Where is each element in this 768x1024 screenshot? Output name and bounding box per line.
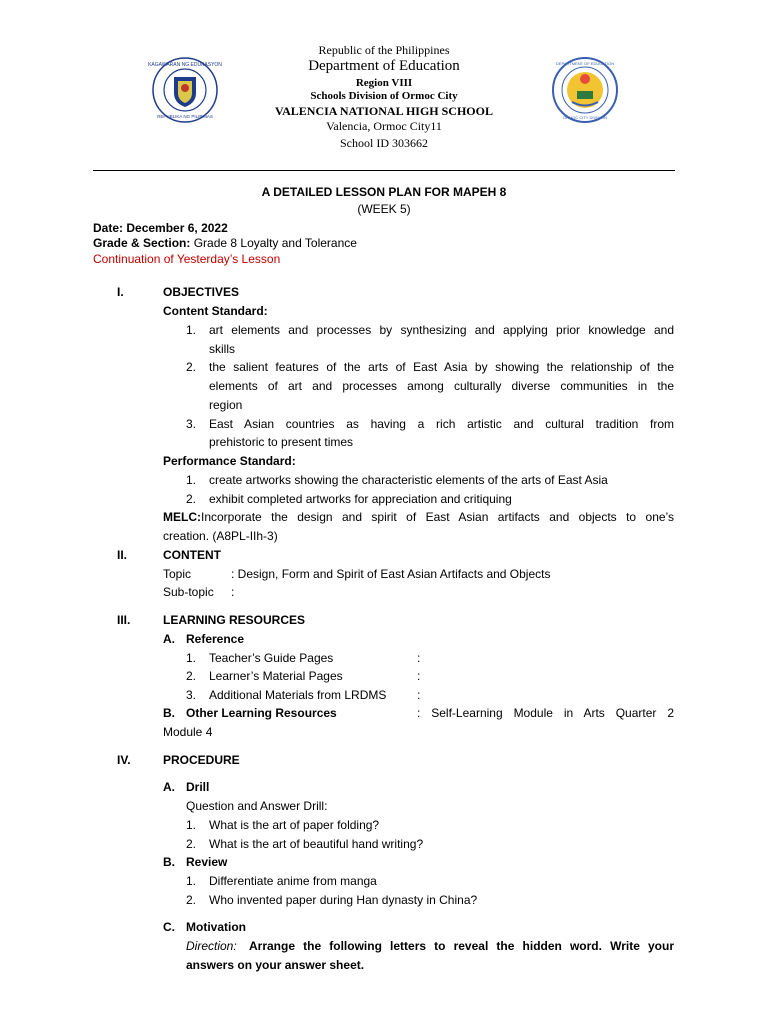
drill-subheading: Question and Answer Drill: (186, 799, 328, 813)
svg-text:DEPARTMENT OF EDUCATION: DEPARTMENT OF EDUCATION (555, 61, 615, 66)
header-divider (93, 170, 675, 171)
ref-1-num: 1. (186, 651, 197, 665)
section-num-procedure: IV. (117, 753, 131, 767)
other-resources-value-line2: Module 4 (163, 725, 213, 739)
ref-3-colon: : (417, 688, 421, 702)
section-num-content: II. (117, 548, 128, 562)
melc-line2: creation. (A8PL-IIh-3) (163, 529, 278, 543)
date-row (93, 221, 228, 236)
drill-1-text: What is the art of paper folding? (209, 818, 380, 832)
performance-standard-heading: Performance Standard: (163, 454, 296, 468)
review-heading: Review (186, 855, 228, 869)
review-2-text: Who invented paper during Han dynasty in China? (209, 893, 478, 907)
direction-line2: answers on your answer sheet. (186, 958, 365, 972)
cs-item-1-num: 1. (186, 323, 197, 337)
motivation-letter: C. (163, 920, 175, 934)
section-num-resources: III. (117, 613, 131, 627)
reference-heading: Reference (186, 632, 245, 646)
motivation-heading: Motivation (186, 920, 246, 934)
section-title-objectives: OBJECTIVES (163, 285, 240, 299)
other-resources-value: : Self-Learning Module in Arts Quarter 2 (417, 706, 674, 720)
ps-item-2-text: exhibit completed artworks for appreciation and critiquing (209, 492, 512, 506)
grade-row (93, 236, 357, 251)
review-letter: B. (163, 855, 175, 869)
plan-title: A DETAILED LESSON PLAN FOR MAPEH 8 (261, 185, 507, 199)
other-resources-letter: B. (163, 706, 175, 720)
cs-item-3-line1: East Asian countries as having a rich artistic and cultural tradition from (209, 417, 674, 431)
ps-item-2-num: 2. (186, 492, 197, 506)
plan-week: (WEEK 5) (357, 202, 411, 216)
section-title-resources: LEARNING RESOURCES (163, 613, 306, 627)
date-value: December 6, 2022 (126, 221, 228, 235)
cs-item-1-line1: art elements and processes by synthesizing and applying prior knowledge and (209, 323, 674, 337)
ref-3-label: Additional Materials from LRDMS (209, 688, 387, 702)
review-2-num: 2. (186, 893, 197, 907)
grade-value: Grade 8 Loyalty and Tolerance (193, 236, 357, 250)
cs-item-2-line2: elements of art and processes among culturally diverse communities in the (209, 379, 674, 393)
section-title-content: CONTENT (163, 548, 221, 562)
date-label: Date: (93, 221, 124, 235)
ref-3-num: 3. (186, 688, 197, 702)
ps-item-1-text: create artworks showing the characteristic elements of the arts of East Asia (209, 473, 608, 487)
drill-heading: Drill (186, 780, 210, 794)
drill-2-text: What is the art of beautiful hand writing? (209, 837, 424, 851)
svg-text:ORMOC CITY DIVISION: ORMOC CITY DIVISION (562, 115, 608, 120)
ref-2-colon: : (417, 669, 421, 683)
continuation-note: Continuation of Yesterday’s Lesson (93, 252, 281, 266)
cs-item-2-num: 2. (186, 360, 197, 374)
drill-2-num: 2. (186, 837, 197, 851)
svg-text:REPUBLIKA NG PILIPINAS: REPUBLIKA NG PILIPINAS (157, 114, 213, 119)
section-num-objectives: I. (117, 285, 124, 299)
direction-label: Direction: (186, 939, 237, 953)
review-1-num: 1. (186, 874, 197, 888)
reference-letter: A. (163, 632, 175, 646)
grade-label: Grade & Section: (93, 236, 191, 250)
ps-item-1-num: 1. (186, 473, 197, 487)
topic-label: Topic (163, 567, 192, 581)
department-line: Department of Education (308, 58, 460, 74)
subtopic-value: : (231, 585, 235, 599)
drill-letter: A. (163, 780, 175, 794)
ref-2-label: Learner’s Material Pages (209, 669, 343, 683)
content-standard-heading: Content Standard: (163, 304, 268, 318)
cs-item-3-line2: prehistoric to present times (209, 435, 354, 449)
division-line: Schools Division of Ormoc City (310, 90, 458, 102)
melc-label: MELC: (163, 510, 201, 524)
other-resources-heading: Other Learning Resources (186, 706, 337, 720)
drill-1-num: 1. (186, 818, 197, 832)
direction-line1: Arrange the following letters to reveal the hidden word. Write your (249, 939, 674, 953)
subtopic-label: Sub-topic (163, 585, 214, 599)
svg-text:KAGAWARAN NG EDUKASYON: KAGAWARAN NG EDUKASYON (148, 62, 222, 68)
cs-item-2-line1: the salient features of the arts of East Asia by showing the relationship of the (209, 360, 674, 374)
cs-item-1-line2: skills (209, 342, 235, 356)
school-address: Valencia, Ormoc City11 (326, 119, 442, 133)
review-1-text: Differentiate anime from manga (209, 874, 377, 888)
school-id: School ID 303662 (340, 136, 428, 150)
topic-value: : Design, Form and Spirit of East Asian Artifacts and Objects (231, 567, 551, 581)
cs-item-3-num: 3. (186, 417, 197, 431)
region-line: Region VIII (355, 77, 413, 89)
school-name: VALENCIA NATIONAL HIGH SCHOOL (275, 104, 493, 118)
republic-line: Republic of the Philippines (318, 43, 450, 57)
section-title-procedure: PROCEDURE (163, 753, 240, 767)
melc-line1: Incorporate the design and spirit of East Asian artifacts and objects to one’s (201, 510, 674, 524)
cs-item-2-line3: region (209, 398, 243, 412)
ref-1-label: Teacher’s Guide Pages (209, 651, 334, 665)
ref-1-colon: : (417, 651, 421, 665)
ref-2-num: 2. (186, 669, 197, 683)
